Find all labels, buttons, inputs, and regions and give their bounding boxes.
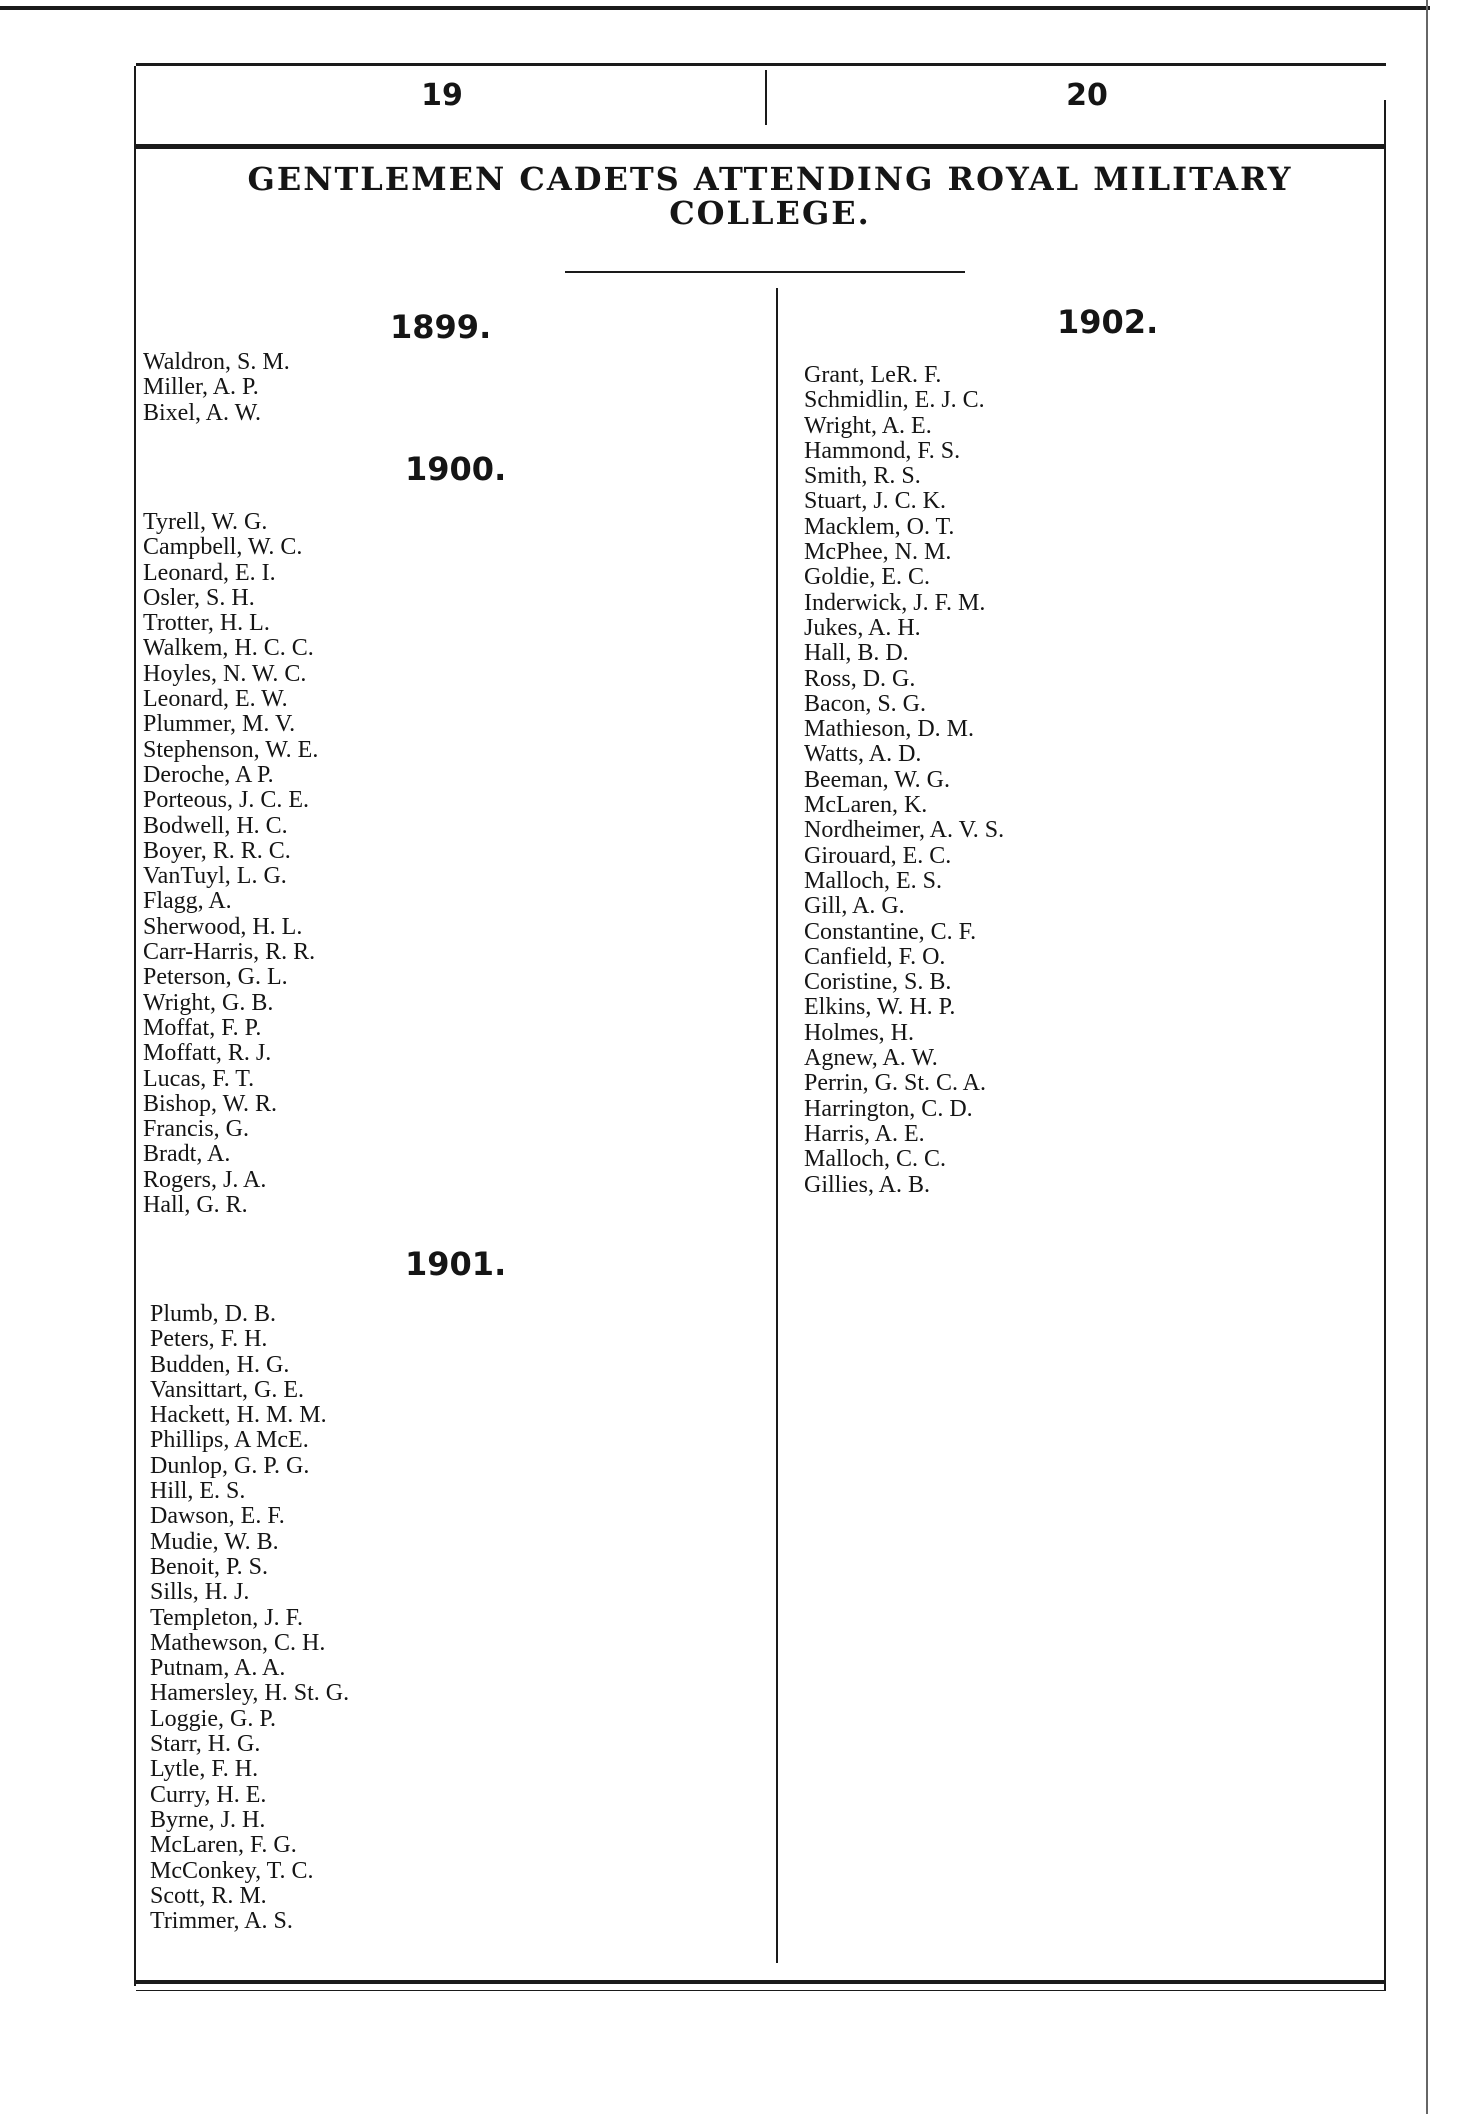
list-item: Moffatt, R. J. (143, 1040, 272, 1067)
list-item: Beeman, W. G. (804, 766, 950, 793)
list-item: Plummer, M. V. (143, 711, 296, 738)
list-item: Rogers, J. A. (143, 1166, 267, 1193)
list-item: Curry, H. E. (150, 1781, 267, 1808)
list-item: Carr-Harris, R. R. (143, 939, 316, 966)
list-item: Grant, LeR. F. (804, 362, 942, 388)
list-item: Sherwood, H. L. (143, 913, 303, 940)
list-item: Harris, A. E. (804, 1120, 925, 1147)
list-item: Inderwick, J. F. M. (804, 589, 986, 616)
list-item: Bradt, A. (143, 1141, 231, 1168)
right-page-number: 20 (1066, 78, 1108, 113)
list-item: Nordheimer, A. V. S. (804, 817, 1005, 844)
list-item: Budden, H. G. (150, 1351, 290, 1378)
page-title: GENTLEMEN CADETS ATTENDING ROYAL MILITARY COLLEGE. (247, 160, 1293, 232)
right-border-rule (1384, 100, 1386, 1990)
list-item: Porteous, J. C. E. (143, 787, 310, 814)
list-item: Dunlop, G. P. G. (150, 1452, 310, 1479)
list-item: Scott, R. M. (150, 1882, 267, 1909)
list-item: VanTuyl, L. G. (143, 863, 287, 890)
list-item: Plumb, D. B. (150, 1301, 277, 1327)
list-item: Coristine, S. B. (804, 969, 952, 996)
list-item: Holmes, H. (804, 1019, 914, 1046)
list-item: Tyrell, W. G. (143, 509, 268, 535)
list-item: Hall, B. D. (804, 640, 909, 667)
list-item: Wright, G. B. (143, 989, 274, 1016)
list-item: Gillies, A. B. (804, 1171, 931, 1198)
list-item: Elkins, W. H. P. (804, 994, 956, 1021)
list-item: Constantine, C. F. (804, 918, 977, 945)
year-heading-1900: 1900. (405, 450, 507, 488)
name-list-1901 (150, 1302, 349, 1934)
list-item: Starr, H. G. (150, 1731, 261, 1758)
list-item: Perrin, G. St. C. A. (804, 1070, 987, 1097)
header-top-rule (136, 63, 1386, 66)
list-item: Girouard, E. C. (804, 842, 952, 869)
list-item: McLaren, F. G. (150, 1832, 297, 1859)
list-item: Campbell, W. C. (143, 534, 303, 561)
list-item: Walkem, H. C. C. (143, 635, 314, 662)
list-item: Leonard, E. I. (143, 559, 276, 586)
list-item: Trotter, H. L. (143, 610, 270, 637)
list-item: Mathewson, C. H. (150, 1629, 326, 1656)
top-edge-rule (0, 6, 1430, 10)
list-item: Leonard, E. W. (143, 686, 288, 713)
list-item: Schmidlin, E. J. C. (804, 387, 985, 414)
list-item: Lucas, F. T. (143, 1065, 255, 1092)
name-list-1902 (804, 363, 1004, 1198)
list-item: Bacon, S. G. (804, 690, 926, 717)
list-item: Boyer, R. R. C. (143, 837, 291, 864)
list-item: Sills, H. J. (150, 1579, 250, 1606)
list-item: McPhee, N. M. (804, 539, 952, 566)
list-item: Peters, F. H. (150, 1326, 268, 1353)
list-item: Watts, A. D. (804, 741, 922, 768)
list-item: Lytle, F. H. (150, 1756, 259, 1783)
list-item: Osler, S. H. (143, 584, 255, 611)
list-item: Malloch, C. C. (804, 1146, 946, 1173)
left-border-rule (134, 66, 136, 1986)
list-item: Putnam, A. A. (150, 1655, 286, 1682)
left-page-number: 19 (421, 78, 463, 113)
list-item: Francis, G. (143, 1116, 249, 1143)
list-item: Peterson, G. L. (143, 964, 288, 991)
title-underline (565, 271, 965, 273)
list-item: Benoit, P. S. (150, 1553, 269, 1580)
list-item: McLaren, K. (804, 792, 928, 819)
column-divider (776, 288, 778, 1963)
name-list-1900 (143, 510, 318, 1218)
list-item: Miller, A. P. (143, 374, 259, 401)
list-item: Bishop, W. R. (143, 1090, 278, 1117)
bottom-rule-thin (136, 1990, 1386, 1991)
list-item: Jukes, A. H. (804, 614, 921, 641)
list-item: Goldie, E. C. (804, 564, 930, 591)
year-heading-1899: 1899. (390, 308, 492, 346)
list-item: Hoyles, N. W. C. (143, 660, 307, 687)
list-item: Hamersley, H. St. G. (150, 1680, 350, 1707)
list-item: Deroche, A P. (143, 761, 274, 788)
list-item: Stuart, J. C. K. (804, 488, 947, 515)
list-item: Mudie, W. B. (150, 1528, 279, 1555)
list-item: Hammond, F. S. (804, 437, 961, 464)
list-item: Ross, D. G. (804, 665, 916, 692)
list-item: Hackett, H. M. M. (150, 1402, 327, 1429)
list-item: McConkey, T. C. (150, 1857, 314, 1884)
list-item: Trimmer, A. S. (150, 1908, 293, 1935)
name-list-1899 (143, 350, 290, 426)
list-item: Dawson, E. F. (150, 1503, 285, 1530)
list-item: Hill, E. S. (150, 1478, 246, 1505)
list-item: Stephenson, W. E. (143, 736, 319, 763)
list-item: Agnew, A. W. (804, 1045, 938, 1072)
list-item: Mathieson, D. M. (804, 716, 974, 743)
list-item: Malloch, E. S. (804, 867, 942, 894)
year-heading-1901: 1901. (405, 1245, 507, 1283)
list-item: Bodwell, H. C. (143, 812, 288, 839)
list-item: Canfield, F. O. (804, 943, 946, 970)
list-item: Wright, A. E. (804, 412, 932, 439)
header-bottom-rule (136, 144, 1386, 149)
binding-edge (1426, 0, 1428, 2114)
list-item: Vansittart, G. E. (150, 1376, 304, 1403)
list-item: Flagg, A. (143, 888, 232, 915)
list-item: Waldron, S. M. (143, 349, 290, 375)
list-item: Hall, G. R. (143, 1192, 248, 1219)
header-divider (765, 70, 767, 125)
list-item: Macklem, O. T. (804, 513, 955, 540)
bottom-rule (136, 1980, 1386, 1984)
list-item: Moffat, F. P. (143, 1014, 262, 1041)
list-item: Gill, A. G. (804, 893, 905, 920)
list-item: Byrne, J. H. (150, 1806, 266, 1833)
list-item: Bixel, A. W. (143, 399, 262, 426)
list-item: Loggie, G. P. (150, 1705, 276, 1732)
list-item: Templeton, J. F. (150, 1604, 304, 1631)
year-heading-1902: 1902. (1057, 303, 1159, 341)
list-item: Phillips, A McE. (150, 1427, 309, 1454)
list-item: Smith, R. S. (804, 463, 921, 490)
list-item: Harrington, C. D. (804, 1095, 973, 1122)
